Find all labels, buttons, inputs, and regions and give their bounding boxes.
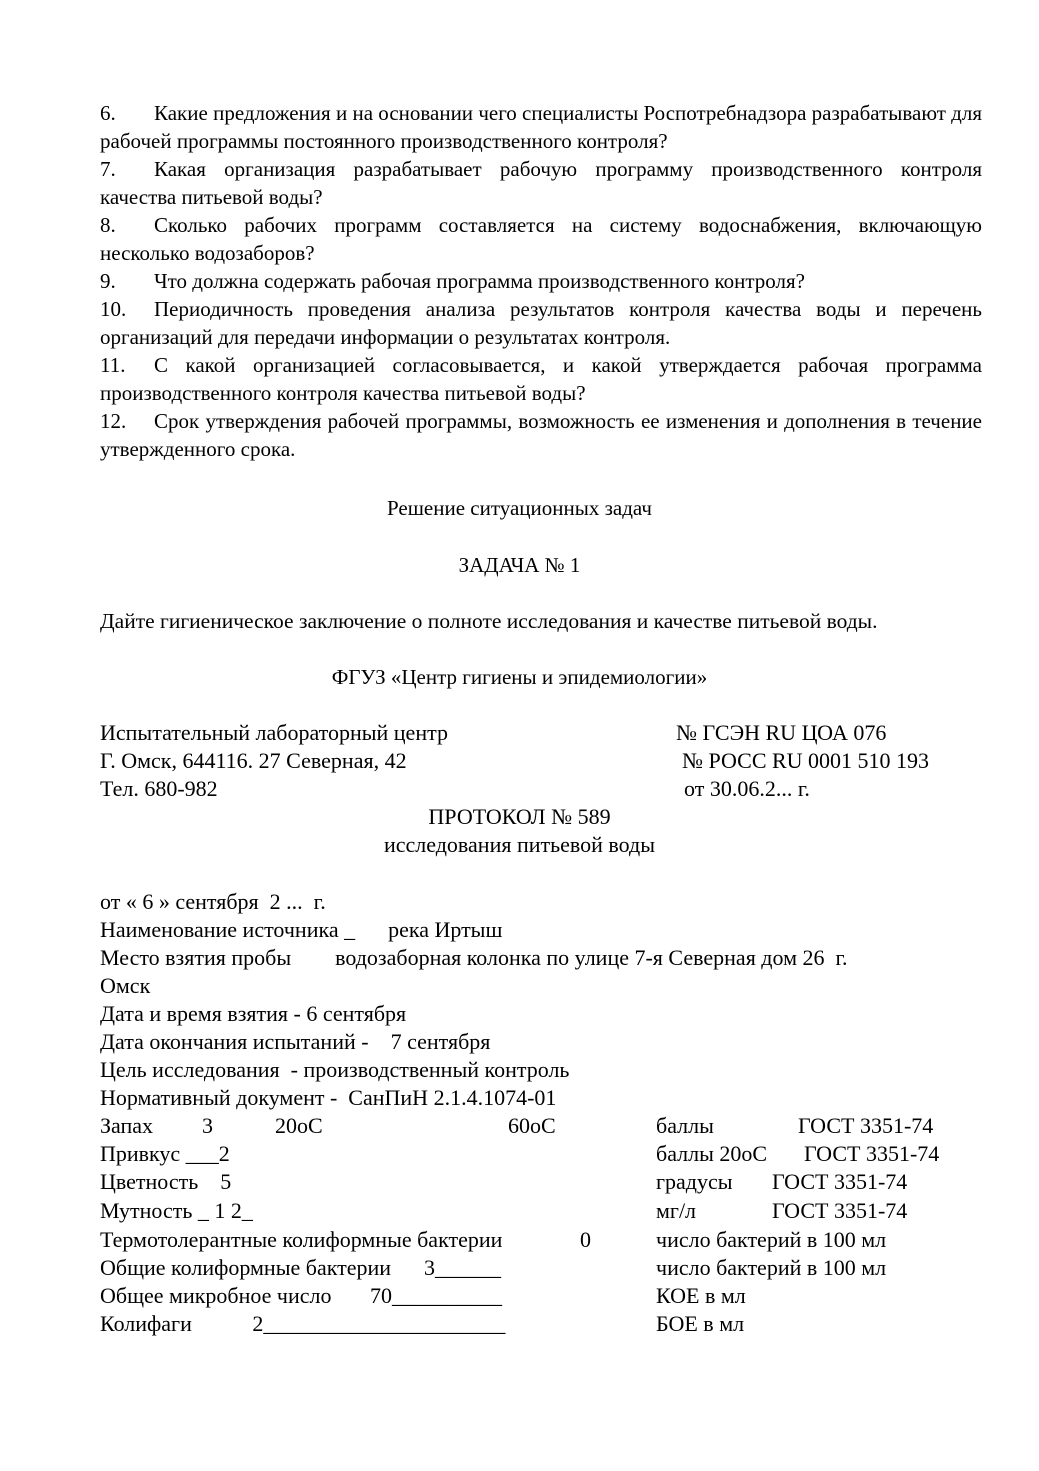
sampling-place: Место взятия пробы водозаборная колонка по улице 7-я Северная дом 26 г. bbox=[100, 945, 848, 970]
question-number: 6. bbox=[100, 101, 116, 125]
org-name: ФГУЗ «Центр гигиены и эпидемиологии» bbox=[331, 665, 708, 689]
test-end-date: Дата окончания испытаний - 7 сентября bbox=[100, 1029, 491, 1054]
certificate-number: № РОСС RU 0001 510 193 bbox=[682, 748, 930, 773]
result-name: Привкус ___2 bbox=[100, 1141, 230, 1166]
result-gost: ГОСТ 3351-74 bbox=[772, 1198, 908, 1223]
result-value: 0 bbox=[580, 1227, 591, 1252]
result-gost: ГОСТ 3351-74 bbox=[804, 1141, 940, 1166]
lab-name: Испытательный лабораторный центр bbox=[100, 720, 448, 745]
question-item bbox=[100, 99, 982, 155]
result-unit: мг/л bbox=[656, 1198, 697, 1223]
question-number: 9. bbox=[100, 269, 116, 293]
result-name: Общие колиформные бактерии 3______ bbox=[100, 1255, 502, 1280]
certificate-date: от 30.06.2... г. bbox=[684, 776, 810, 801]
result-gost: ГОСТ 3351-74 bbox=[798, 1113, 934, 1138]
study-purpose: Цель исследования - производственный контроль bbox=[100, 1057, 570, 1082]
result-temp-1: 20оС bbox=[275, 1113, 323, 1138]
result-unit: градусы bbox=[656, 1169, 733, 1194]
question-item bbox=[100, 211, 982, 267]
protocol-title: ПРОТОКОЛ № 589 bbox=[428, 804, 611, 829]
result-name: Общее микробное число 70__________ bbox=[100, 1283, 503, 1308]
questions-list bbox=[100, 99, 982, 463]
result-name: Мутность _ 1 2_ bbox=[100, 1198, 253, 1223]
question-text: С какой организацией согласовывается, и какой утверждается рабочая программа производственного контроля качества питьевой воды? bbox=[100, 353, 982, 405]
source-name: Наименование источника _ река Иртыш bbox=[100, 917, 503, 942]
result-name: Термотолерантные колиформные бактерии bbox=[100, 1227, 503, 1252]
question-item bbox=[100, 295, 982, 351]
sampling-date: Дата и время взятия - 6 сентября bbox=[100, 1001, 407, 1026]
normative-document: Нормативный документ - СанПиН 2.1.4.1074-01 bbox=[100, 1085, 557, 1110]
accreditation-number: № ГСЭН RU ЦОА 076 bbox=[676, 720, 887, 745]
question-text: Какие предложения и на основании чего специалисты Роспотребнадзора разрабатывают для рабочей программы постоянного производственного контроля? bbox=[100, 101, 982, 153]
sampling-place-cont: Омск bbox=[100, 973, 151, 998]
question-text: Сколько рабочих программ составляется на систему водоснабжения, включающую несколько водозаборов? bbox=[100, 213, 982, 265]
question-text: Какая организация разрабатывает рабочую программу производственного контроля качества питьевой воды? bbox=[100, 157, 982, 209]
question-item bbox=[100, 351, 982, 407]
question-text: Периодичность проведения анализа результатов контроля качества воды и перечень организаций для передачи информации о результатах контроля. bbox=[100, 297, 982, 349]
task-title: ЗАДАЧА № 1 bbox=[458, 553, 581, 577]
question-number: 11. bbox=[100, 353, 126, 377]
result-name: Колифаги 2______________________ bbox=[100, 1311, 506, 1336]
question-item bbox=[100, 267, 982, 295]
lab-address: Г. Омск, 644116. 27 Северная, 42 bbox=[100, 748, 407, 773]
question-text: Срок утверждения рабочей программы, возможность ее изменения и дополнения в течение утвержденного срока. bbox=[100, 409, 982, 461]
result-name: Цветность 5 bbox=[100, 1169, 232, 1194]
result-unit: баллы 20оС bbox=[656, 1141, 768, 1166]
result-gost: ГОСТ 3351-74 bbox=[772, 1169, 908, 1194]
lab-phone: Тел. 680-982 bbox=[100, 776, 218, 801]
result-temp-2: 60оС bbox=[508, 1113, 556, 1138]
question-number: 8. bbox=[100, 213, 116, 237]
result-unit: число бактерий в 100 мл bbox=[656, 1255, 887, 1280]
question-number: 10. bbox=[100, 297, 127, 321]
question-item bbox=[100, 155, 982, 211]
task-text: Дайте гигиеническое заключение о полноте исследования и качестве питьевой воды. bbox=[100, 609, 878, 633]
question-text: Что должна содержать рабочая программа производственного контроля? bbox=[154, 269, 805, 293]
result-unit: КОЕ в мл bbox=[656, 1283, 746, 1308]
question-item bbox=[100, 407, 982, 463]
question-number: 7. bbox=[100, 157, 116, 181]
question-number: 12. bbox=[100, 409, 127, 433]
protocol-subtitle: исследования питьевой воды bbox=[383, 832, 656, 857]
result-name: Запах bbox=[100, 1113, 154, 1138]
result-value: 3 bbox=[202, 1113, 213, 1138]
section-title: Решение ситуационных задач bbox=[387, 496, 652, 520]
result-unit: число бактерий в 100 мл bbox=[656, 1227, 887, 1252]
result-unit: баллы bbox=[656, 1113, 714, 1138]
protocol-date: от « 6 » сентября 2 ... г. bbox=[100, 889, 326, 914]
result-unit: БОЕ в мл bbox=[656, 1311, 745, 1336]
